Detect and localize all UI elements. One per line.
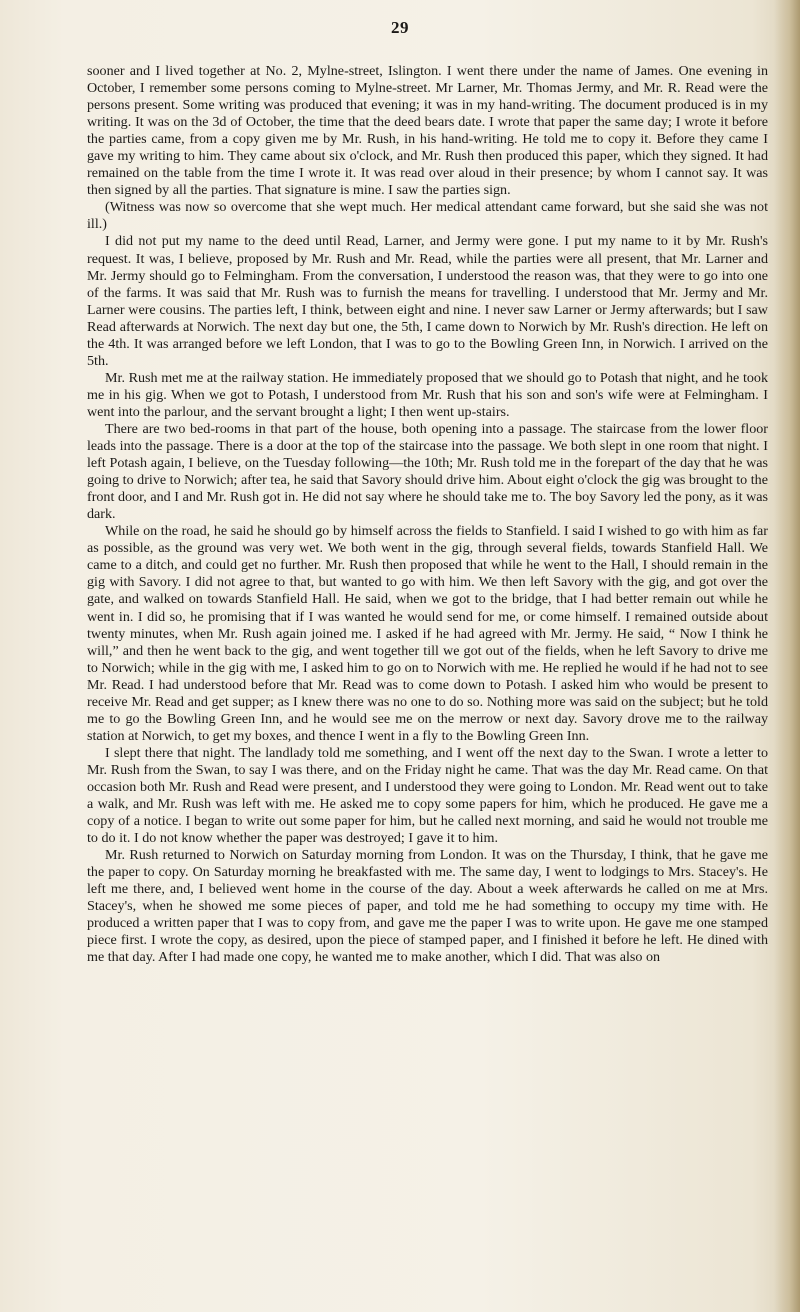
paragraph: I slept there that night. The landlady told me something, and I went off the next day to the Swan. I wrote a letter to Mr. Rush from the Swan, to say I was there, and on the Friday night he came. That was the day Mr. Read came. On that occasion both Mr. Rush and Read were present, and I understood they were going to London. Mr. Read went out to take a walk, and Mr. Rush was left with me. He asked me to copy some papers for him, which he produced. He gave me a copy of a notice. I began to write out some paper for him, but he called next morning, and said he would not trouble me to do it. I do not know whether the paper was destroyed; I gave it to him. bbox=[87, 744, 768, 847]
paragraph: While on the road, he said he should go by himself across the fields to Stanfield. I said I wished to go with him as far as possible, as the ground was very wet. We both went in the gig, through several fields, towards Stanfield Hall. We came to a ditch, and could get no further. Mr. Rush then proposed that while he went to the Hall, I should remain in the gig with Savory. I did not agree to that, but wanted to go with him. We then left Savory with the gig, and got over the gate, and walked on towards Stanfield Hall. He said, when we got to the bridge, that I had better remain out while he went in. I did so, he promising that if I was wanted he would send for me, or come himself. I remained outside about twenty minutes, when Mr. Rush again joined me. I asked if he had agreed with Mr. Jermy. He said, “ Now I think he will,” and then he went back to the gig, and went together till we got out of the fields, when he left Savory to drive me to Norwich; while in the gig with me, I asked him to go on to Norwich with me. He replied he would if he had not to see Mr. Read. I had understood before that Mr. Read was to come down to Potash. I asked him who would be present to receive Mr. Read and get supper; as I knew there was no one to do so. Nothing more was said on the subject; but he told me to go the Bowling Green Inn, and he would see me on the merrow or next day. Savory drove me to the railway station at Norwich, to get my boxes, and thence I went in a fly to the Bowling Green Inn. bbox=[87, 523, 768, 744]
paragraph: There are two bed-rooms in that part of the house, both opening into a passage. The staircase from the lower floor leads into the passage. There is a door at the top of the staircase into the passage. We both slept in one room that night. I left Potash again, I believe, on the Tuesday following—the 10th; Mr. Rush told me in the forepart of the day that he was going to drive to Norwich; after tea, he said that Savory should drive him. About eight o'clock the gig was brought to the front door, and I and Mr. Rush got in. He did not say where he should take me to. The boy Savory led the pony, as it was dark. bbox=[87, 420, 768, 523]
page-edge-shadow bbox=[774, 0, 800, 1312]
paragraph: Mr. Rush returned to Norwich on Saturday morning from London. It was on the Thursday, I think, that he gave me the paper to copy. On Saturday morning he breakfasted with me. The same day, I went to lodgings to Mrs. Stacey's. He left me there, and, I believed went home in the course of the day. About a week afterwards he called on me at Mrs. Stacey's, when he showed me some pieces of paper, and told me he had something to occupy my time with. He produced a written paper that I was to copy from, and gave me the paper I was to write upon. He gave me one stamped piece first. I wrote the copy, as desired, upon the piece of stamped paper, and I finished it before he left. He dined with me that day. After I had made one copy, he wanted me to make another, which I did. That was also on bbox=[87, 847, 768, 966]
paragraph: I did not put my name to the deed until Read, Larner, and Jermy were gone. I put my name to it by Mr. Rush's request. It was, I believe, proposed by Mr. Rush and Mr. Read, while the parties were all present, that Mr. Larner and Mr. Jermy should go to Felmingham. From the conversation, I understood the reason was, that they were to go into one of the farms. It was said that Mr. Rush was to furnish the means for travelling. I understood that Mr. Jermy and Mr. Larner were cousins. The parties left, I think, between eight and nine. I never saw Larner or Jermy afterwards; but I saw Read afterwards at Norwich. The next day but one, the 5th, I came down to Norwich by Mr. Rush's direction. He left on the 4th. It was arranged before we left London, that I was to go to the Bowling Green Inn, in Norwich. I arrived on the 5th. bbox=[87, 233, 768, 369]
paragraph: sooner and I lived together at No. 2, Mylne-street, Islington. I went there under the name of James. One evening in October, I remember some persons coming to Mylne-street. Mr Larner, Mr. Thomas Jermy, and Mr. R. Read were the persons present. Some writing was produced that evening; it was in my hand-writing. The document produced is in my writing. It was on the 3d of October, the time that the deed bears date. I wrote that paper the same day; I wrote it before the parties came, from a copy given me by Mr. Rush, in his hand-writing. He told me to copy it. Before they came I gave my writing to him. They came about six o'clock, and Mr. Rush then produced this paper, which they signed. It had remained on the table from the time I wrote it. It was read over aloud in their presence; by whom I cannot say. It was then signed by all the parties. That signature is mine. I saw the parties sign. bbox=[87, 63, 768, 199]
body-text bbox=[87, 63, 768, 966]
paragraph: (Witness was now so overcome that she wept much. Her medical attendant came forward, but she said she was not ill.) bbox=[87, 199, 768, 233]
paragraph: Mr. Rush met me at the railway station. He immediately proposed that we should go to Potash that night, and he took me in his gig. When we got to Potash, I understood from Mr. Rush that his son and son's wife were at Felmingham. I went into the parlour, and the servant brought a light; I then went up-stairs. bbox=[87, 369, 768, 420]
page-number: 29 bbox=[391, 18, 409, 37]
